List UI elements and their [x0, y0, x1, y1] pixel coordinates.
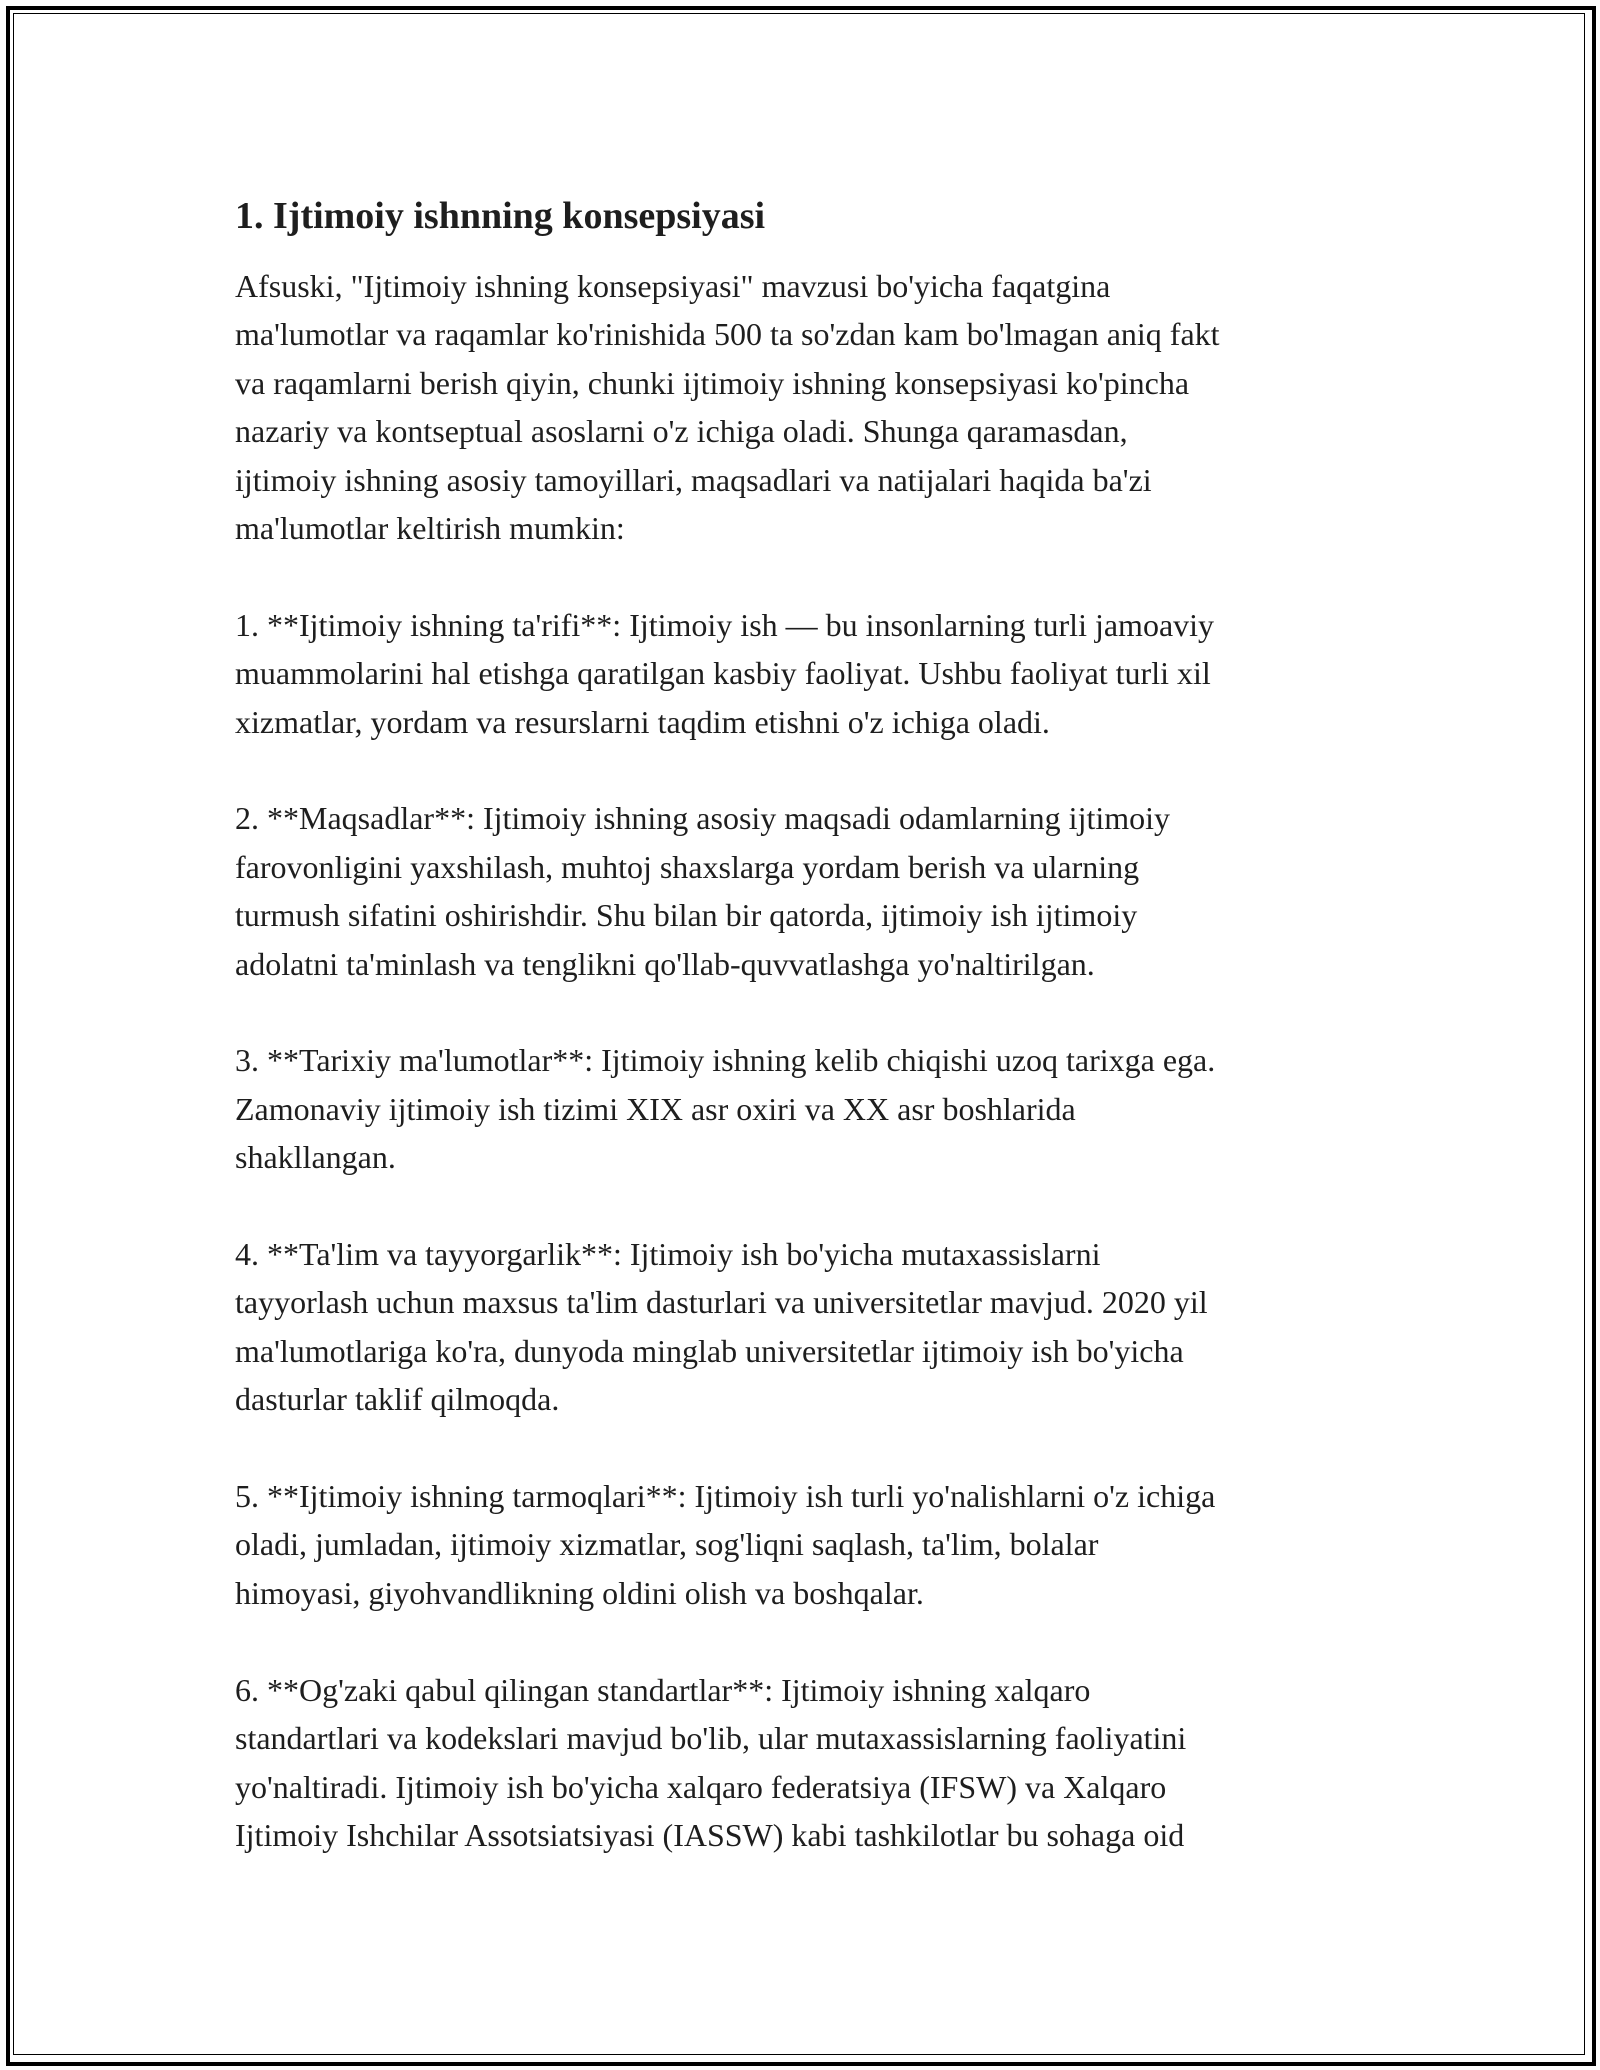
point-5-branches: 5. **Ijtimoiy ishning tarmoqlari**: Ijtimoiy ish turli yo'nalishlarni o'z ichiga oladi, jumladan, ijtimoiy xizmatlar, sog'liqni saqlash, ta'lim, bolalar himoyasi, giyohvandlikning oldini olish va boshqalar. — [235, 1478, 1216, 1611]
point-1-definition: 1. **Ijtimoiy ishning ta'rifi**: Ijtimoiy ish — bu insonlarning turli jamoaviy muammolarini hal etishga qaratilgan kasbiy faoliyat. Ushbu faoliyat turli xil xizmatlar, yordam va resurslarni taqdim etishni o'z ichiga oladi. — [235, 606, 1215, 740]
intro-paragraph: Afsuski, "Ijtimoiy ishning konsepsiyasi" mavzusi bo'yicha faqatgina ma'lumotlar va raqamlar ko'rinishida 500 ta so'zdan kam bo'lmagan aniq fakt va raqamlarni berish qiyin, chunki ijtimoiy ishning konsepsiyasi ko'pincha nazariy va kontseptual asoslarni o'z ichiga oladi. Shunga qaramasdan, ijtimoiy ishning asosiy tamoyillari, maqsadlari va natijalari haqida ba'zi ma'lumotlar keltirish mumkin: — [235, 268, 1220, 547]
point-6-standards: 6. **Og'zaki qabul qilingan standartlar**: Ijtimoiy ishning xalqaro standartlari va kodekslari mavjud bo'lib, ular mutaxassislarning faoliyatini yo'naltiradi. Ijtimoiy ish bo'yicha xalqaro federatsiya (IFSW) va Xalqaro Ijtimoiy Ishchilar Assotsiatsiyasi (IASSW) kabi tashkilotlar bu sohaga oid — [235, 1671, 1187, 1853]
point-3-history: 3. **Tarixiy ma'lumotlar**: Ijtimoiy ishning kelib chiqishi uzoq tarixga ega. Zamonaviy ijtimoiy ish tizimi XIX asr oxiri va XX asr boshlarida shakllangan. — [235, 1042, 1216, 1176]
point-4-education: 4. **Ta'lim va tayyorgarlik**: Ijtimoiy ish bo'yicha mutaxassislarni tayyorlash uchun maxsus ta'lim dasturlari va universitetlar mavjud. 2020 yil ma'lumotlariga ko'ra, dunyoda minglab universitetlar ijtimoiy ish bo'yicha dasturlar taklif qilmoqda. — [235, 1236, 1208, 1418]
point-2-goals: 2. **Maqsadlar**: Ijtimoiy ishning asosiy maqsadi odamlarning ijtimoiy farovonligini yaxshilash, muhtoj shaxslarga yordam berish va ularning turmush sifatini oshirishdir. Shu bilan bir qatorda, ijtimoiy ish ijtimoiy adolatni ta'minlash va tenglikni qo'llab-quvvatlashga yo'naltirilgan. — [235, 800, 1171, 982]
document-page — [235, 192, 1375, 1908]
document-title: 1. Ijtimoiy ishnning konsepsiyasi — [235, 195, 766, 237]
